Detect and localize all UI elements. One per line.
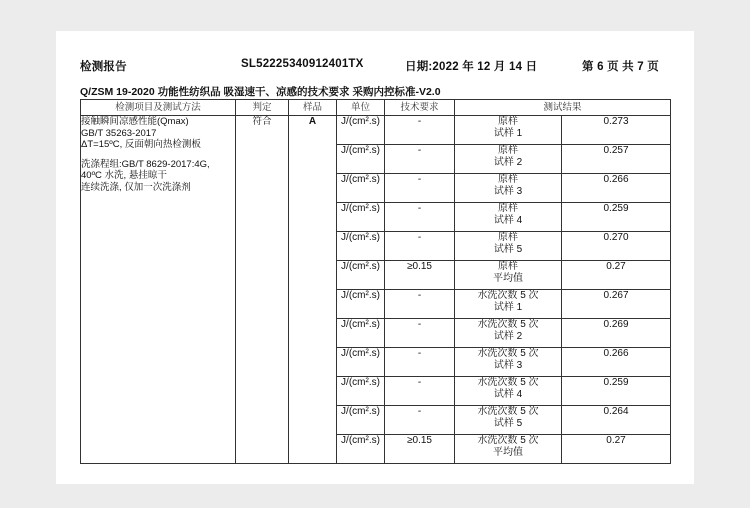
unit-cell: J/(cm².s) [337, 232, 385, 261]
unit-cell: J/(cm².s) [337, 319, 385, 348]
result-value-cell: 0.270 [562, 232, 671, 261]
result-label-line2: 试样 1 [493, 127, 523, 139]
unit-cell: J/(cm².s) [337, 261, 385, 290]
doc-type-label: 检测报告 [80, 61, 127, 73]
result-label-line1: 原样 [498, 203, 518, 214]
result-value-cell: 0.267 [562, 290, 671, 319]
sample-cell: A [289, 116, 337, 464]
result-label-line1: 水洗次数 5 次 [477, 377, 539, 388]
result-label-line2: 平均值 [493, 446, 523, 458]
result-value-cell: 0.259 [562, 377, 671, 406]
result-label-line1: 原样 [498, 261, 518, 272]
requirement-cell: - [385, 116, 455, 145]
result-value-cell: 0.259 [562, 203, 671, 232]
judgement-cell: 符合 [236, 116, 289, 464]
requirement-cell: - [385, 232, 455, 261]
requirement-cell: - [385, 174, 455, 203]
requirement-cell: ≥0.15 [385, 261, 455, 290]
result-label-line2: 试样 4 [493, 214, 523, 226]
requirement-cell: - [385, 406, 455, 435]
unit-cell: J/(cm².s) [337, 145, 385, 174]
result-label-line1: 水洗次数 5 次 [477, 290, 539, 301]
result-label-line1: 水洗次数 5 次 [477, 435, 539, 446]
result-label-line2: 试样 5 [493, 243, 523, 255]
result-label-line1: 水洗次数 5 次 [477, 406, 539, 417]
header-result: 测试结果 [455, 100, 671, 116]
result-value-cell: 0.27 [562, 261, 671, 290]
test-results-table [80, 99, 671, 464]
result-label-line1: 水洗次数 5 次 [477, 319, 539, 330]
table-row [81, 116, 671, 145]
result-label-line2: 试样 3 [493, 359, 523, 371]
unit-cell: J/(cm².s) [337, 348, 385, 377]
result-label-line2: 试样 3 [493, 185, 523, 197]
result-value-cell: 0.273 [562, 116, 671, 145]
result-label-line1: 原样 [498, 116, 518, 127]
requirement-cell: - [385, 319, 455, 348]
method-line: GB/T 35263-2017 [81, 127, 157, 139]
requirement-cell: - [385, 145, 455, 174]
requirement-cell: - [385, 290, 455, 319]
result-label-line1: 原样 [498, 174, 518, 185]
result-label-line2: 试样 4 [493, 388, 523, 400]
requirement-cell: - [385, 348, 455, 377]
result-label-line2: 平均值 [493, 272, 523, 284]
result-label-line2: 试样 2 [493, 156, 523, 168]
result-label-cell [455, 435, 562, 464]
result-value-cell: 0.27 [562, 435, 671, 464]
unit-cell: J/(cm².s) [337, 435, 385, 464]
method-line: 洗涤程组:GB/T 8629-2017:4G, [81, 158, 210, 170]
unit-cell: J/(cm².s) [337, 174, 385, 203]
header-requirement: 技术要求 [385, 100, 455, 116]
table-header-row [81, 100, 671, 116]
result-label-cell [455, 290, 562, 319]
result-value-cell: 0.266 [562, 174, 671, 203]
header-method: 检测项目及测试方法 [81, 100, 236, 116]
method-line: 接触瞬间凉感性能(Qmax) [81, 116, 189, 127]
result-label-line2: 试样 2 [493, 330, 523, 342]
unit-cell: J/(cm².s) [337, 406, 385, 435]
method-line: 40ºC 水洗, 悬挂晾干 [81, 170, 167, 181]
result-value-cell: 0.266 [562, 348, 671, 377]
page-info: 第 6 页 共 7 页 [582, 61, 659, 73]
result-label-cell [455, 116, 562, 145]
result-label-cell [455, 261, 562, 290]
report-number: SL52225340912401TX [241, 58, 364, 70]
requirement-cell: - [385, 377, 455, 406]
report-date: 日期:2022 年 12 月 14 日 [405, 61, 538, 73]
result-value-cell: 0.264 [562, 406, 671, 435]
result-label-cell [455, 145, 562, 174]
result-label-cell [455, 348, 562, 377]
result-label-line1: 原样 [498, 145, 518, 156]
requirement-cell: - [385, 203, 455, 232]
result-label-cell [455, 377, 562, 406]
requirement-cell: ≥0.15 [385, 435, 455, 464]
result-label-cell [455, 406, 562, 435]
result-label-line1: 水洗次数 5 次 [477, 348, 539, 359]
result-label-line1: 原样 [498, 232, 518, 243]
unit-cell: J/(cm².s) [337, 116, 385, 145]
result-label-line2: 试样 1 [493, 301, 523, 313]
result-label-cell [455, 203, 562, 232]
method-line: 连续洗涤, 仅加一次洗涤剂 [81, 181, 191, 193]
result-label-cell [455, 232, 562, 261]
unit-cell: J/(cm².s) [337, 203, 385, 232]
result-label-cell [455, 174, 562, 203]
result-value-cell: 0.269 [562, 319, 671, 348]
method-line: ΔT=15ºC, 反面朝向热检测板 [81, 139, 201, 150]
header-unit: 单位 [337, 100, 385, 116]
result-label-line2: 试样 5 [493, 417, 523, 429]
unit-cell: J/(cm².s) [337, 290, 385, 319]
test-method-cell [81, 116, 236, 464]
result-label-cell [455, 319, 562, 348]
result-value-cell: 0.257 [562, 145, 671, 174]
header-judgement: 判定 [236, 100, 289, 116]
standard-subtitle: Q/ZSM 19-2020 功能性纺织品 吸湿速干、凉感的技术要求 采购内控标准-V2.0 [80, 86, 441, 98]
unit-cell: J/(cm².s) [337, 377, 385, 406]
header-sample: 样品 [289, 100, 337, 116]
